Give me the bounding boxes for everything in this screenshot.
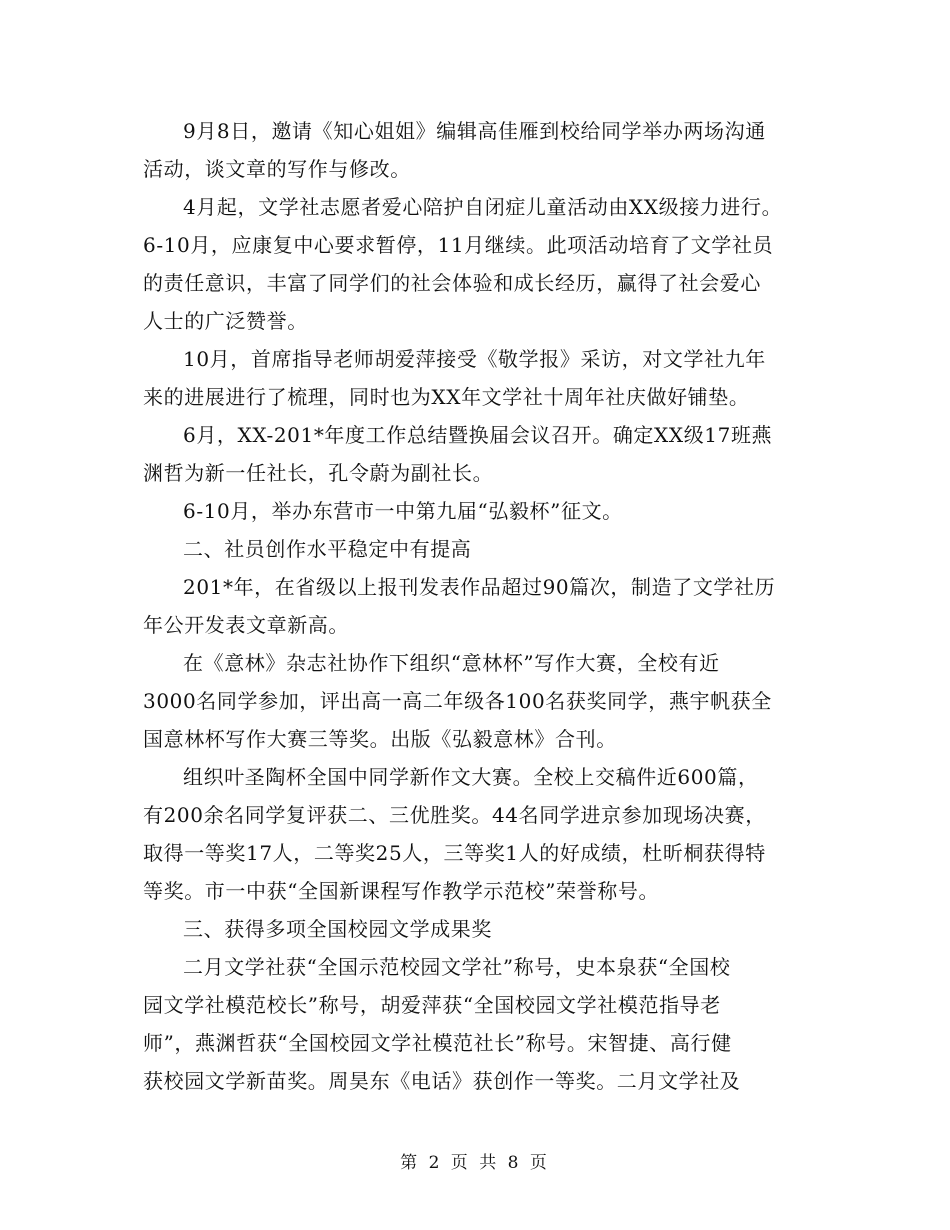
text-line: 等奖。市一中获“全国新课程写作教学示范校”荣誉称号。: [143, 879, 660, 903]
text-line: 4月起，文学社志愿者爱心陪护自闭症儿童活动由XX级接力进行。: [183, 195, 783, 219]
text-line: 3000名同学参加，评出高一高二年级各100名获奖同学，燕宇帆获全: [143, 689, 772, 713]
text-line: 的责任意识，丰富了同学们的社会体验和成长经历，赢得了社会爱心: [143, 271, 761, 295]
paragraph-2: [143, 188, 811, 340]
text-line: 有200余名同学复评获二、三优胜奖。44名同学进京参加现场决赛，: [143, 803, 766, 827]
page-number-footer: 第 2 页 共 8 页: [400, 1153, 550, 1173]
text-line: 人士的广泛赞誉。: [143, 309, 308, 333]
text-line: 取得一等奖17人，二等奖25人，三等奖1人的好成绩，杜昕桐获得特: [143, 841, 766, 865]
text-line: 10月，首席指导老师胡爱萍接受《敬学报》采访，对文学社九年: [183, 347, 766, 371]
paragraph-11: [143, 948, 811, 1100]
text-line: 活动，谈文章的写作与修改。: [143, 157, 411, 181]
text-line: 获校园文学新苗奖。周昊东《电话》获创作一等奖。二月文学社及: [143, 1069, 741, 1093]
text-line: 渊哲为新一任社长，孔令蔚为副社长。: [143, 461, 494, 485]
paragraph-1: [143, 112, 811, 188]
paragraph-4: [143, 416, 811, 492]
heading-line: 二、社员创作水平稳定中有提高: [183, 537, 472, 561]
text-line: 组织叶圣陶杯全国中同学新作文大赛。全校上交稿件近600篇，: [183, 765, 759, 789]
text-line: 6-10月，应康复中心要求暂停，11月继续。此项活动培育了文学社员: [143, 233, 774, 257]
text-line: 在《意林》杂志社协作下组织“意林杯”写作大赛，全校有近: [183, 651, 720, 675]
text-line: 国意林杯写作大赛三等奖。出版《弘毅意林》合刊。: [143, 727, 617, 751]
paragraph-9: [143, 758, 811, 910]
paragraph-8: [143, 644, 811, 758]
paragraph-7: [143, 568, 811, 644]
text-line: 9月8日，邀请《知心姐姐》编辑高佳雁到校给同学举办两场沟通: [183, 119, 766, 143]
text-line: 来的进展进行了梳理，同时也为XX年文学社十周年社庆做好铺垫。: [143, 385, 750, 409]
section-heading-3: [143, 910, 811, 948]
paragraph-5: [143, 492, 811, 530]
text-line: 201*年，在省级以上报刊发表作品超过90篇次，制造了文学社历: [183, 575, 776, 599]
paragraph-3: [143, 340, 811, 416]
text-line: 年公开发表文章新高。: [143, 613, 349, 637]
text-line: 6-10月，举办东营市一中第九届“弘毅杯”征文。: [183, 499, 623, 523]
document-body: [143, 112, 811, 1100]
text-line: 6月，XX-201*年度工作总结暨换届会议召开。确定XX级17班燕: [183, 423, 773, 447]
text-line: 师”，燕渊哲获“全国校园文学社模范社长”称号。宋智捷、高行健: [143, 1031, 732, 1055]
heading-line: 三、获得多项全国校园文学成果奖: [183, 917, 492, 941]
text-line: 二月文学社获“全国示范校园文学社”称号，史本泉获“全国校: [183, 955, 731, 979]
text-line: 园文学社模范校长”称号，胡爱萍获“全国校园文学社模范指导老: [143, 993, 721, 1017]
section-heading-2: [143, 530, 811, 568]
